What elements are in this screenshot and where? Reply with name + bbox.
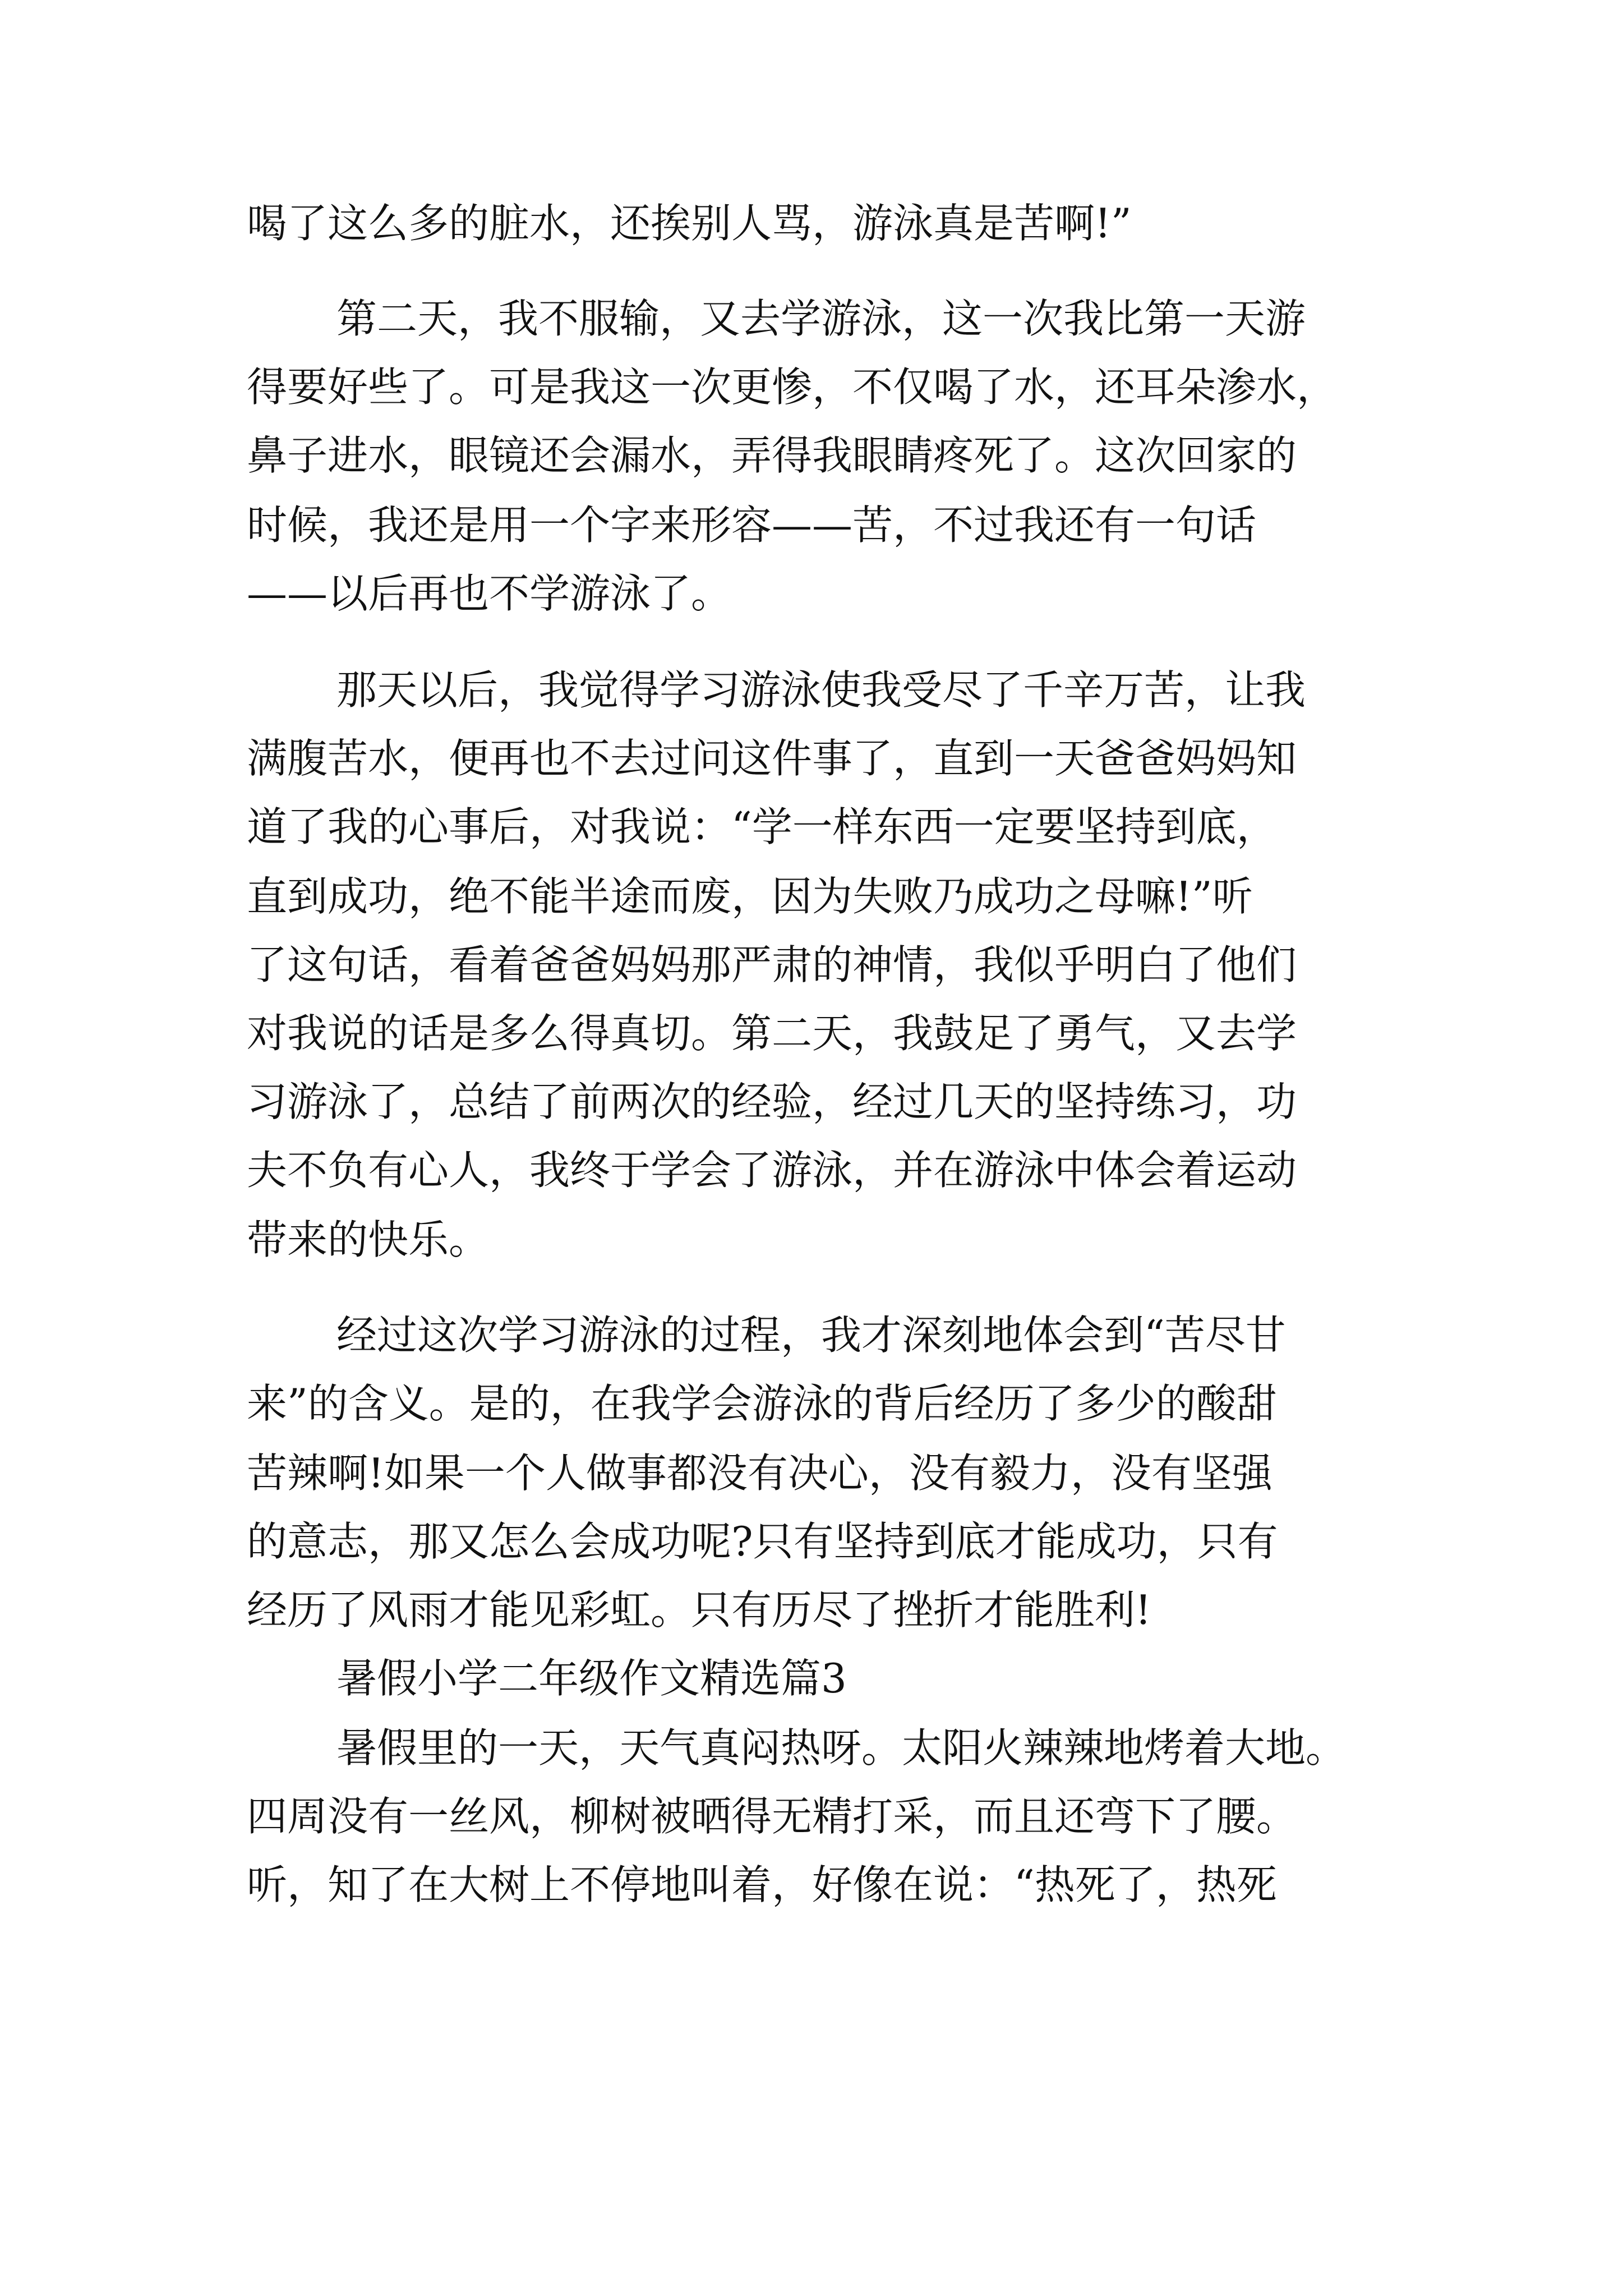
text-line: 第二天，我不服输，又去学游泳，这一次我比第一天游: [336, 295, 1306, 342]
text-line: 习游泳了，总结了前两次的经验，经过几天的坚持练习，功: [247, 1078, 1297, 1125]
text-line: 满腹苦水，便再也不去过问这件事了，直到一天爸爸妈妈知: [247, 735, 1297, 782]
text-line: 经历了风雨才能见彩虹。只有历尽了挫折才能胜利!: [247, 1586, 1151, 1634]
text-line: 来”的含义。是的，在我学会游泳的背后经历了多少的酸甜: [247, 1380, 1277, 1427]
text-line: 四周没有一丝风，柳树被晒得无精打采，而且还弯下了腰。: [247, 1793, 1297, 1840]
text-line: 的意志，那又怎么会成功呢?只有坚持到底才能成功，只有: [247, 1518, 1278, 1565]
text-line: 时候，我还是用一个字来形容——苦，不过我还有一句话: [247, 501, 1257, 549]
text-line: 直到成功，绝不能半途而废，因为失败乃成功之母嘛!”听: [247, 873, 1253, 920]
text-line: 苦辣啊!如果一个人做事都没有决心，没有毅力，没有坚强: [247, 1450, 1272, 1497]
section-heading: 暑假小学二年级作文精选篇3: [336, 1655, 847, 1702]
text-line: 带来的快乐。: [247, 1216, 490, 1263]
text-line: 得要好些了。可是我这一次更惨，不仅喝了水，还耳朵渗水，: [247, 364, 1338, 411]
text-line: 经过这次学习游泳的过程，我才深刻地体会到“苦尽甘: [336, 1312, 1286, 1359]
text-line: 对我说的话是多么得真切。第二天，我鼓足了勇气，又去学: [247, 1010, 1297, 1057]
text-line: ——以后再也不学游泳了。: [247, 570, 732, 617]
text-line: 暑假里的一天，天气真闷热呀。太阳火辣辣地烤着大地。: [336, 1724, 1347, 1772]
text-line: 那天以后，我觉得学习游泳使我受尽了千辛万苦，让我: [336, 666, 1306, 714]
text-line: 喝了这么多的脏水，还挨别人骂，游泳真是苦啊!”: [247, 200, 1132, 247]
text-line: 道了我的心事后，对我说：“学一样东西一定要坚持到底，: [247, 803, 1277, 850]
text-line: 了这句话，看着爸爸妈妈那严肃的神情，我似乎明白了他们: [247, 941, 1297, 988]
text-line: 听，知了在大树上不停地叫着，好像在说：“热死了，热死: [247, 1861, 1277, 1908]
text-line: 夫不负有心人，我终于学会了游泳，并在游泳中体会着运动: [247, 1147, 1297, 1194]
text-line: 鼻子进水，眼镜还会漏水，弄得我眼睛疼死了。这次回家的: [247, 432, 1297, 479]
